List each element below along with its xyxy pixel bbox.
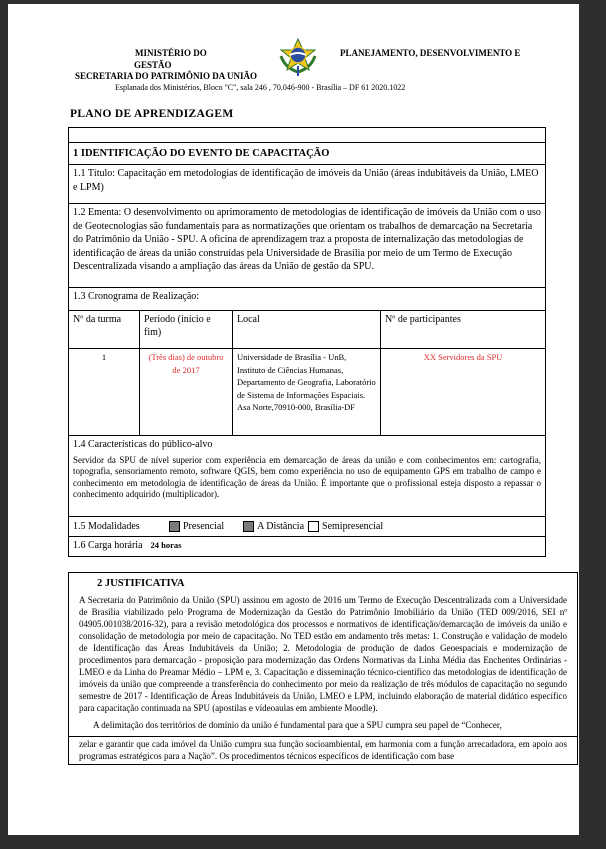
item-1-5-modalidades — [69, 517, 545, 537]
schedule-header-periodo: Período (início e fim) — [140, 311, 233, 349]
header-address: Esplanada dos Ministérios, Bloco "C", sala 246 , 70.046-900 - Brasília – DF 61 2020.1022 — [115, 83, 406, 92]
section2-paragraph2-continuation: zelar e garantir que cada imóvel da União cumpra sua função socioambiental, em harmonia com a função arrecadadora, em apoio aos programas estratégicos para a Nação”. Os procedimentos técnicos específicos de identificação com base — [79, 739, 567, 761]
item-1-5-label: 1.5 Modalidades — [73, 521, 140, 532]
modality-checkbox-2 — [308, 521, 319, 532]
item-1-4-text: Servidor da SPU de nível superior com experiência em demarcação de áreas da união e com conhecimentos em: cartografia, topografia, sensoriamento remoto, software QGIS, bem como experiência no uso de equipamento GPS em trabalho de campo e conhecimento em metodologia de identificação de áreas da União. É importante que o profissional esteja disposto a repassar o conhecimento adquirido (multiplicador). — [73, 454, 541, 499]
modality-label-a-distancia: A Distância — [257, 521, 305, 532]
ministry-name-line2: GESTÃO — [134, 60, 172, 70]
section2-paragraph2-line1: A delimitação dos territórios de domínio da união é fundamental para que a SPU cumpra seu papel de “Conhecer, — [93, 720, 502, 730]
item-1-3-label: 1.3 Cronograma de Realização: — [69, 288, 545, 311]
section2-cell-bottom — [69, 737, 577, 764]
schedule-header-participantes: Nº de participantes — [381, 311, 545, 349]
section2-box — [68, 572, 578, 765]
schedule-cell-participantes: XX Servidores da SPU — [381, 349, 545, 436]
modality-a-distancia — [243, 520, 304, 534]
schedule-header-turma: Nº da turma — [69, 311, 140, 349]
modality-semipresencial — [308, 520, 383, 534]
schedule-header-local: Local — [233, 311, 381, 349]
empty-row — [69, 128, 545, 143]
secretariat-name: SECRETARIA DO PATRIMÔNIO DA UNIÃO — [75, 71, 258, 81]
schedule-cell-periodo: (Três dias) de outubro de 2017 — [140, 349, 233, 436]
item-1-1-titulo: 1.1 Título: Capacitação em metodologias de identificação de imóveis da União (áreas indubitáveis da União, LMEO e LPM) — [69, 165, 545, 204]
section2-cell-top — [69, 573, 577, 737]
section1-table — [68, 127, 546, 557]
modality-label-presencial: Presencial — [183, 521, 225, 532]
schedule-cell-turma: 1 — [69, 349, 140, 436]
modality-presencial — [169, 520, 224, 534]
schedule-table — [69, 311, 545, 436]
item-1-6-carga-horaria — [69, 537, 545, 556]
section2-heading: 2 JUSTIFICATIVA — [97, 578, 185, 589]
section1-heading: 1 IDENTIFICAÇÃO DO EVENTO DE CAPACITAÇÃO — [69, 143, 545, 165]
item-1-4-label: 1.4 Características do público-alvo — [73, 439, 213, 450]
page-title: PLANO DE APRENDIZAGEM — [70, 108, 234, 120]
modality-label-semipresencial: Semipresencial — [322, 521, 384, 532]
ministry-name-right: PLANEJAMENTO, DESENVOLVIMENTO E — [340, 48, 521, 58]
item-1-4-publico-alvo — [69, 436, 545, 517]
modality-checkbox-1 — [243, 521, 254, 532]
item-1-6-label: 1.6 Carga horária — [73, 539, 143, 551]
document-page — [8, 4, 579, 835]
schedule-cell-local: Universidade de Brasília - UnB, Instituto de Ciências Humanas, Departamento de Geografia, Laboratório de Sistema de Informações Espaciais. Asa Norte,70910-000, Brasília-DF — [233, 349, 381, 436]
item-1-6-value: 24 horas — [150, 539, 182, 550]
section2-paragraph1: A Secretaria do Patrimônio da União (SPU) assinou em agosto de 2016 um Termo de Execução Descentralizada com a Universidade de Brasília viabilizado pelo Programa de Modernização da Gestão do Patrimônio Imobiliário da União (TED 009/2016, SEI nº 04905.001038/2016-32), para a revisão metodológica dos processos e normativos de identificação/demarcação de imóveis da união e consolidação de metodologia por meio de capacitação. No TED estão em andamento três metas: 1. Construção e validação de modelo de Identificação das Áreas Indubitáveis da União; 2. Metodologia de produção de dados Geoespaciais e modernização de procedimentos para demarcação - proposição para modernização das Ordens Normativas da Linha Média das Enchentes Ordinárias - LMEO e da Linha do Preamar Médio – LPM e, 3. Capacitação e disseminação técnico-científico das metodologias de identificação de imóveis da união que compreende a transferência do conhecimento por meio da realização de três módulos de capacitação no segundo semestre de 2017 - Identificação de Áreas Indubitáveis da União, LMEO e LPM, incluindo elaboração de material didático específico para capacitação continuada na SPU (apostilas e vídeoaulas em ambiente Moodle). — [79, 595, 567, 713]
item-1-2-ementa: 1.2 Ementa: O desenvolvimento ou aprimoramento de metodologias de identificação de imóveis da União com o uso de Geotecnologias são fundamentais para as normatizações que orientam os trabalhos de demarcação na Secretaria do Patrimônio da União - SPU. A oficina de aprendizagem traz a proposta de internalização das metodologias de identificação de áreas da união construídas pela Universidade de Brasília por meio de um Termo de Execução Descentralizada visando a ampliação das áreas da União de gestão da SPU. — [69, 204, 545, 288]
brazil-coat-of-arms-icon — [275, 38, 321, 78]
ministry-name-line1: MINISTÉRIO DO — [135, 48, 207, 58]
modality-checkbox-0 — [169, 521, 180, 532]
